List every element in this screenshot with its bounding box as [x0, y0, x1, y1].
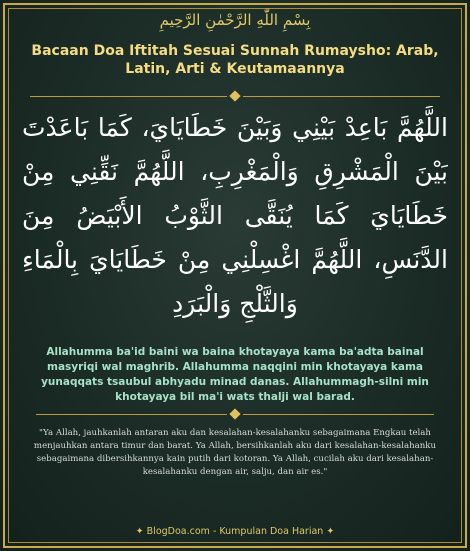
page-title: Bacaan Doa Iftitah Sesuai Sunnah Rumaysho: Arab, Latin, Arti & Keutamaannya: [31, 43, 439, 77]
arabic-prayer-text: اللَّهُمَّ بَاعِدْ بَيْنِي وَبَيْنَ خَطَايَايَ، كَمَا بَاعَدْتَ بَيْنَ الْمَشْرِقِ وَالْمَغْرِبِ، اللَّهُمَّ نَقِّنِي مِنْ خَطَايَايَ كَمَا يُنَقَّى الثَّوْبُ الأَبْيَضُ مِنَ الدَّنَسِ، اللَّهُمَّ اغْسِلْنِي مِنْ خَطَايَايَ بِالْمَاءِ وَالثَّلْجِ وَالْبَرَدِ: [22, 113, 448, 318]
latin-transliteration: Allahumma ba'id baini wa baina khotayaya kama ba'adta bainal masyriqi wal maghrib. Allahumma naqqini min khotayaya kama yunaqqats tsaubul abhyadu minad danas. Allahummagh-silni min khotayaya bil ma'i wats thalji wal barad.: [41, 346, 429, 403]
ornament-divider-top: [30, 91, 440, 103]
star-icon: ✦: [326, 526, 335, 537]
divider-line-right: [243, 96, 440, 97]
footer-credit: [0, 526, 470, 538]
translation-text: "Ya Allah, jauhkanlah antaran aku dan kesalahan-kesalahanku sebagaimana Engkau telah menjauhkan antara timur dan barat. Ya Allah, bersihkanlah aku dari kesalahan-kesalahanku sebagaimana dibersihkannya kain putih dari kotoran. Ya Allah, cucilah aku dari kesalahan-kesalahanku dengan air, salju, dan air es.": [33, 428, 437, 477]
star-icon: ✦: [135, 526, 144, 537]
divider-line-left: [30, 96, 227, 97]
footer-text: BlogDoa.com - Kumpulan Doa Harian: [146, 526, 324, 537]
bismillah: بِسْمِ اللّٰهِ الرَّحْمٰنِ الرَّحِيمِ: [159, 11, 311, 29]
diamond-ornament-icon: [229, 90, 240, 101]
divider-line-left: [36, 414, 227, 415]
diamond-ornament-icon: [229, 408, 240, 419]
divider-line-right: [243, 414, 434, 415]
ornament-divider-bottom: [36, 409, 434, 421]
